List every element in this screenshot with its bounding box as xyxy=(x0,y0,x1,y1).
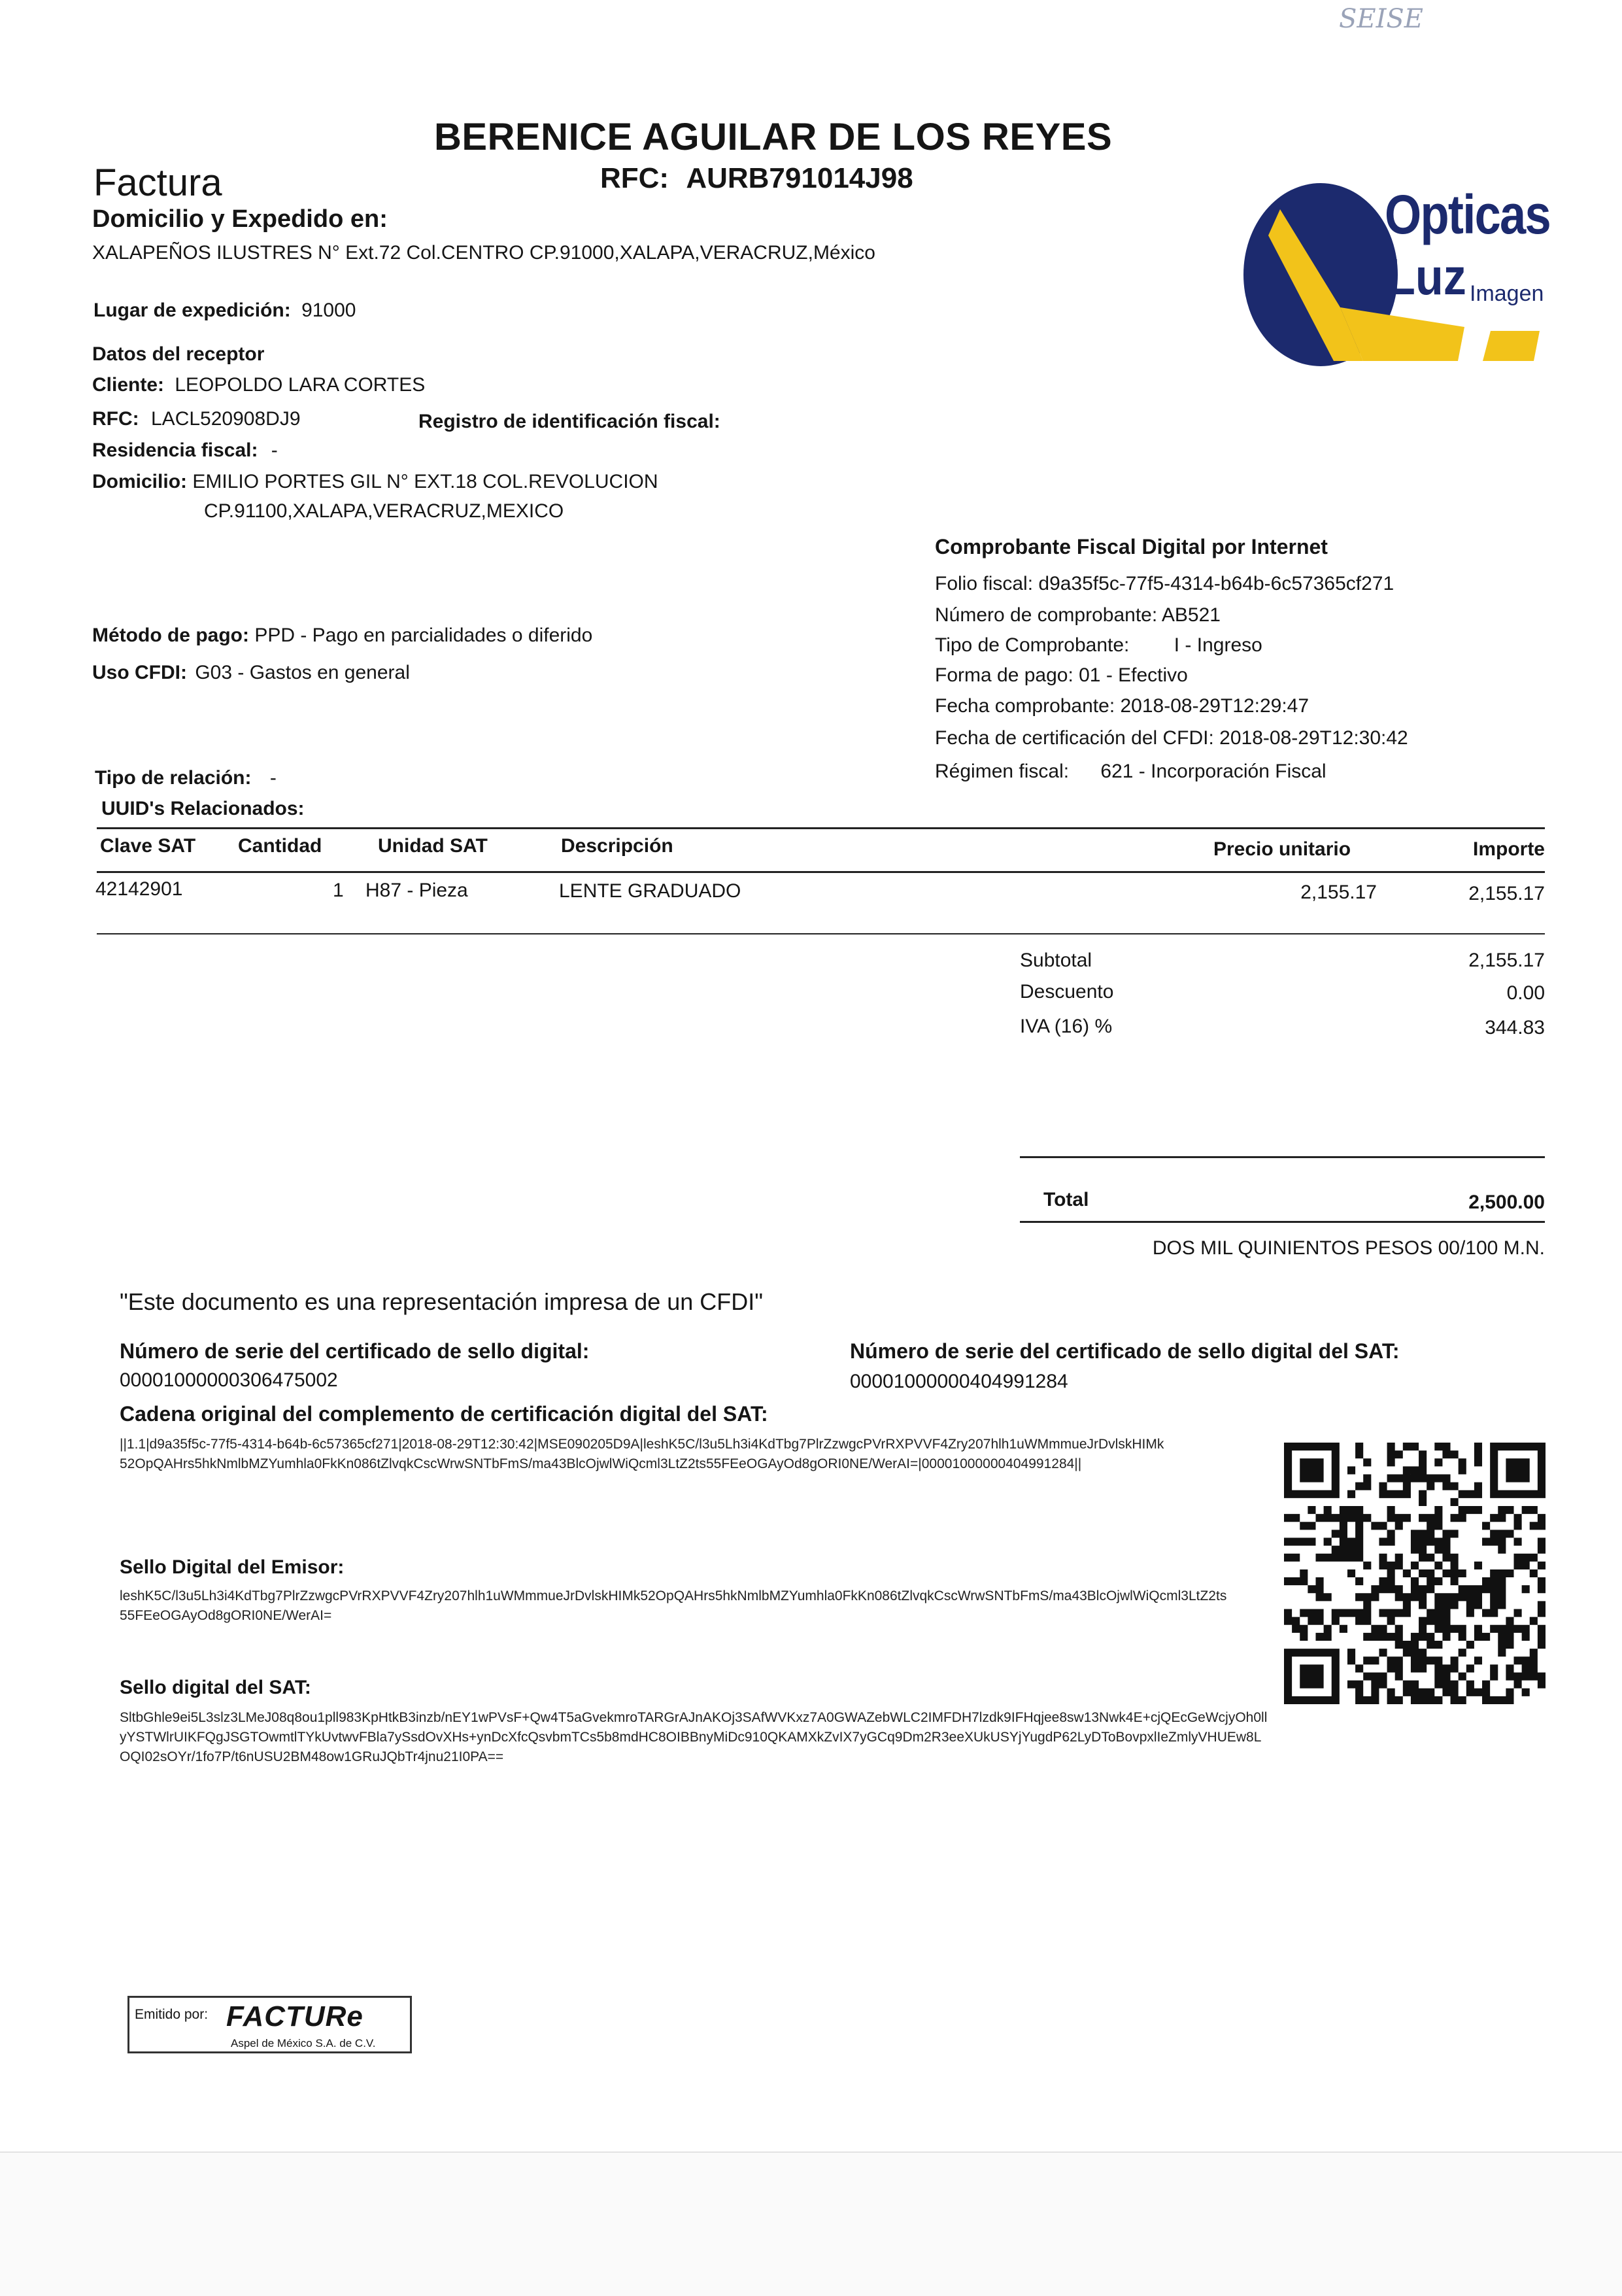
lugar-label: Lugar de expedición: xyxy=(93,300,291,321)
uso-cfdi xyxy=(92,662,410,684)
receptor-rfc-value: LACL520908DJ9 xyxy=(151,408,301,430)
metodo-pago xyxy=(92,625,592,647)
total-label: Total xyxy=(1043,1189,1089,1210)
cert-emisor-label: Número de serie del certificado de sello digital: xyxy=(120,1339,590,1363)
issuer-rfc xyxy=(600,162,913,195)
receptor-domicilio-line1: EMILIO PORTES GIL N° EXT.18 COL.REVOLUCION xyxy=(192,471,658,492)
cfdi-representation-note: "Este documento es una representación impresa de un CFDI" xyxy=(120,1288,764,1315)
logo-word-imagen: Imagen xyxy=(1470,281,1544,306)
emitido-por-box xyxy=(127,1996,412,2053)
receptor-rfc xyxy=(92,408,301,430)
tipo-relacion-value: - xyxy=(269,767,277,789)
cert-sat-value: 00001000000404991284 xyxy=(850,1371,1068,1392)
col-header-descripcion: Descripción xyxy=(561,835,673,857)
cfdi-numero: Número de comprobante: AB521 xyxy=(935,604,1221,626)
cfdi-regimen-label: Régimen fiscal: xyxy=(935,761,1070,782)
qr-code-icon xyxy=(1284,1443,1546,1704)
iva-value: 344.83 xyxy=(1485,1017,1545,1038)
row-precio: 2,155.17 xyxy=(1300,882,1377,903)
table-top-rule xyxy=(97,827,1545,829)
subtotal-value: 2,155.17 xyxy=(1468,950,1545,971)
opticas-luz-logo xyxy=(1242,177,1549,386)
cfdi-tipo xyxy=(935,634,1262,657)
qr-code xyxy=(1284,1443,1546,1704)
receptor-domicilio-line2: CP.91100,XALAPA,VERACRUZ,MEXICO xyxy=(204,500,564,522)
document-title: Factura xyxy=(93,162,222,204)
cfdi-folio: Folio fiscal: d9a35f5c-77f5-4314-b64b-6c57365cf271 xyxy=(935,573,1394,594)
issuer-rfc-label: RFC: xyxy=(600,162,669,194)
issuer-rfc-value: AURB791014J98 xyxy=(686,162,913,194)
tipo-relacion-label: Tipo de relación: xyxy=(95,767,252,789)
cadena-original-text: ||1.1|d9a35f5c-77f5-4314-b64b-6c57365cf271|2018-08-29T12:30:42|MSE090205D9A|leshK5C/l3u5Lh3i4KdTbg7PlrZzwgcPVrRXPVVF4Zry207hlh1uWMmmueJrDvlskHIMk52OpQAHrs5hkNmlbMZYumhla0FkKn086tZlvqkCscWrwSNTbFmS/ma43BlcOjwlWiQcml3LtZ2ts55FEeOGAyOd8gORI0NE/WerAI=|00001000000404991284|| xyxy=(120,1437,1164,1471)
uso-cfdi-label: Uso CFDI: xyxy=(92,662,187,683)
total-bottom-rule xyxy=(1020,1221,1545,1223)
domicilio-label: Domicilio y Expedido en: xyxy=(92,205,388,233)
uso-cfdi-value: G03 - Gastos en general xyxy=(195,662,410,683)
receptor-cliente xyxy=(92,374,425,396)
cfdi-forma-pago: Forma de pago: 01 - Efectivo xyxy=(935,664,1188,686)
cfdi-regimen-value: 621 - Incorporación Fiscal xyxy=(1100,761,1326,782)
row-unidad: H87 - Pieza xyxy=(365,880,468,901)
scan-handwritten-mark: SEISE xyxy=(1339,4,1424,34)
cfdi-fecha-certificacion: Fecha de certificación del CFDI: 2018-08-29T12:30:42 xyxy=(935,727,1408,749)
table-bottom-rule xyxy=(97,933,1545,934)
lugar-expedicion xyxy=(93,300,356,322)
col-header-precio: Precio unitario xyxy=(1213,838,1351,860)
row-importe: 2,155.17 xyxy=(1468,883,1545,904)
metodo-pago-label: Método de pago: xyxy=(92,625,249,646)
receptor-residencia xyxy=(92,439,278,462)
sello-emisor-text: leshK5C/l3u5Lh3i4KdTbg7PlrZzwgcPVrRXPVVF4Zry207hlh1uWMmmueJrDvlskHIMk52OpQAHrs5hkNmlbMZYumhla0FkKn086tZlvqkCscWrwSNTbFmS/ma43BlcOjwlWiQcml3LtZ2ts55FEeOGAyOd8gORI0NE/WerAI= xyxy=(120,1588,1227,1623)
lugar-value: 91000 xyxy=(301,300,356,321)
logo-word-luz: Luz xyxy=(1387,248,1466,305)
cfdi-tipo-label: Tipo de Comprobante: xyxy=(935,634,1130,656)
row-clave: 42142901 xyxy=(95,878,183,900)
residencia-value: - xyxy=(271,439,278,461)
row-descripcion: LENTE GRADUADO xyxy=(559,880,741,902)
cliente-value: LEOPOLDO LARA CORTES xyxy=(175,374,426,396)
receptor-domicilio xyxy=(92,471,658,493)
cfdi-fecha: Fecha comprobante: 2018-08-29T12:29:47 xyxy=(935,695,1309,717)
receptor-rfc-label: RFC: xyxy=(92,408,139,430)
descuento-value: 0.00 xyxy=(1506,982,1545,1004)
facture-brand: FACTURe xyxy=(226,2000,363,2032)
col-header-cantidad: Cantidad xyxy=(238,835,322,857)
cert-emisor-value: 00001000000306475002 xyxy=(120,1369,338,1391)
total-en-letra: DOS MIL QUINIENTOS PESOS 00/100 M.N. xyxy=(1152,1237,1545,1259)
scan-bottom-margin xyxy=(0,2151,1622,2296)
col-header-clave: Clave SAT xyxy=(100,835,196,857)
col-header-unidad: Unidad SAT xyxy=(378,835,488,857)
metodo-pago-value: PPD - Pago en parcialidades o diferido xyxy=(254,625,593,646)
residencia-label: Residencia fiscal: xyxy=(92,439,258,461)
cfdi-heading: Comprobante Fiscal Digital por Internet xyxy=(935,535,1328,558)
sello-sat-text: SltbGhle9ei5L3slz3LMeJ08q8ou1pll983KpHtkB3inzb/nEY1wPVsF+Qw4T5aGvekmroTARGrAJnAKOj3SAfWVKxz7A0GWAZebWLC2IMFDH7lzdk9IFHqjee8sw13Nwk4E+cjQEcGeWcjyOh0llyYSTWlrUIKFQgJSGTOwmtlTYkUvtwvFBla7ySsdOvXHs+ynDcXfcQsvbmTCs5b8mdHC8OIBBnyMiDc910QKAMXkZvIX7yGCq9Dm2R3eeXUkUSYjYugdP62LyDToBovpxlIeZmlyVHUEw8LOQI02sOYr/1fo7P/t6nUSU2BM48ow1GRuJQbTr4jnu21I0PA== xyxy=(120,1710,1268,1764)
cfdi-tipo-value: I - Ingreso xyxy=(1174,634,1262,656)
total-value: 2,500.00 xyxy=(1468,1191,1545,1213)
sello-sat-label: Sello digital del SAT: xyxy=(120,1677,311,1698)
total-top-rule xyxy=(1020,1156,1545,1158)
col-header-importe: Importe xyxy=(1472,838,1545,860)
aspel-company: Aspel de México S.A. de C.V. xyxy=(231,2037,376,2049)
table-header-rule xyxy=(97,871,1545,873)
iva-label: IVA (16) % xyxy=(1020,1016,1113,1037)
logo-word-opticas: Opticas xyxy=(1385,184,1550,245)
cfdi-regimen xyxy=(935,761,1326,783)
issuer-name: BERENICE AGUILAR DE LOS REYES xyxy=(434,116,1113,158)
emitido-por-label: Emitido por: xyxy=(135,2007,209,2022)
row-cantidad: 1 xyxy=(333,880,344,901)
uuids-relacionados-label: UUID's Relacionados: xyxy=(101,798,305,819)
descuento-label: Descuento xyxy=(1020,981,1114,1002)
receptor-domicilio-label: Domicilio: xyxy=(92,471,188,492)
cert-sat-label: Número de serie del certificado de sello digital del SAT: xyxy=(850,1339,1400,1363)
sello-emisor-label: Sello Digital del Emisor: xyxy=(120,1556,345,1578)
tipo-relacion xyxy=(95,767,277,789)
subtotal-label: Subtotal xyxy=(1020,950,1092,971)
domicilio-value: XALAPEÑOS ILUSTRES N° Ext.72 Col.CENTRO CP.91000,XALAPA,VERACRUZ,México xyxy=(92,242,875,264)
cadena-original-label: Cadena original del complemento de certificación digital del SAT: xyxy=(120,1402,768,1426)
cliente-label: Cliente: xyxy=(92,374,165,396)
registro-label: Registro de identificación fiscal: xyxy=(418,411,720,432)
receptor-heading: Datos del receptor xyxy=(92,343,265,365)
